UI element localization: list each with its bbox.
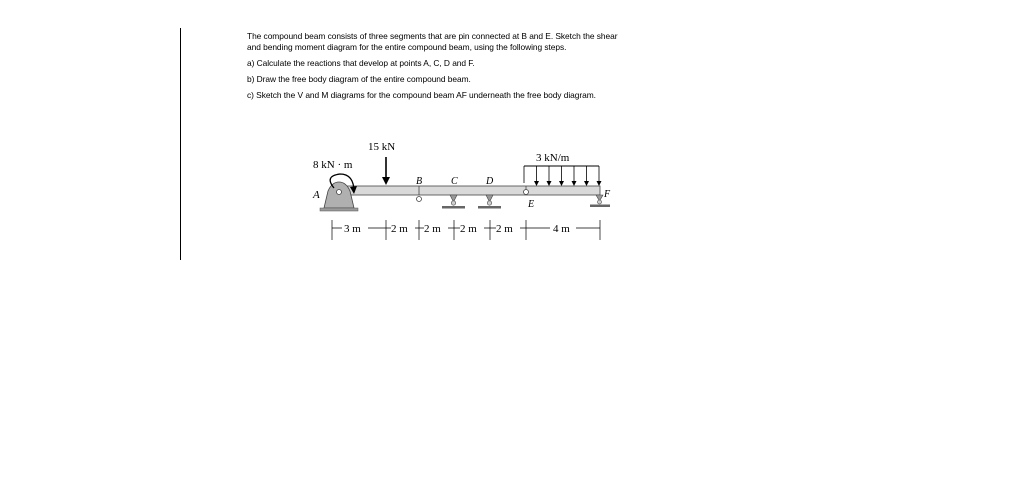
roller-support-c bbox=[442, 195, 465, 209]
step-a: a) Calculate the reactions that develop at points A, C, D and F. bbox=[247, 57, 475, 68]
label-f: F bbox=[604, 189, 611, 200]
margin-rule bbox=[180, 28, 181, 260]
label-b: B bbox=[416, 176, 423, 187]
step-b: b) Draw the free body diagram of the entire compound beam. bbox=[247, 73, 471, 84]
dim-2: 2 m bbox=[391, 223, 408, 235]
beam bbox=[332, 186, 600, 195]
problem-statement bbox=[247, 31, 687, 100]
dim-1: 3 m bbox=[344, 223, 361, 235]
dim-5: 2 m bbox=[496, 223, 513, 235]
point-load-label: 15 kN bbox=[368, 141, 396, 153]
distributed-load-label: 3 kN/m bbox=[536, 152, 570, 164]
label-d: D bbox=[486, 176, 494, 187]
dim-3: 2 m bbox=[424, 223, 441, 235]
roller-support-d bbox=[478, 195, 501, 209]
step-c: c) Sketch the V and M diagrams for the compound beam AF underneath the free body diagram. bbox=[247, 89, 596, 100]
moment-label: 8 kN · m bbox=[313, 159, 353, 171]
point-load-arrow bbox=[382, 157, 390, 185]
pin-b bbox=[417, 197, 422, 202]
pin-e bbox=[524, 190, 529, 195]
beam-figure bbox=[306, 136, 616, 246]
problem-intro-line-1: The compound beam consists of three segments that are pin connected at B and E. Sketch the shear bbox=[247, 31, 618, 41]
label-a: A bbox=[313, 189, 320, 201]
problem-intro-line-2: and bending moment diagram for the entire compound beam, using the following steps. bbox=[247, 41, 567, 52]
label-c: C bbox=[451, 176, 458, 187]
label-e: E bbox=[528, 199, 535, 210]
dim-4: 2 m bbox=[460, 223, 477, 235]
dim-6: 4 m bbox=[553, 223, 570, 235]
distributed-load bbox=[524, 166, 602, 186]
